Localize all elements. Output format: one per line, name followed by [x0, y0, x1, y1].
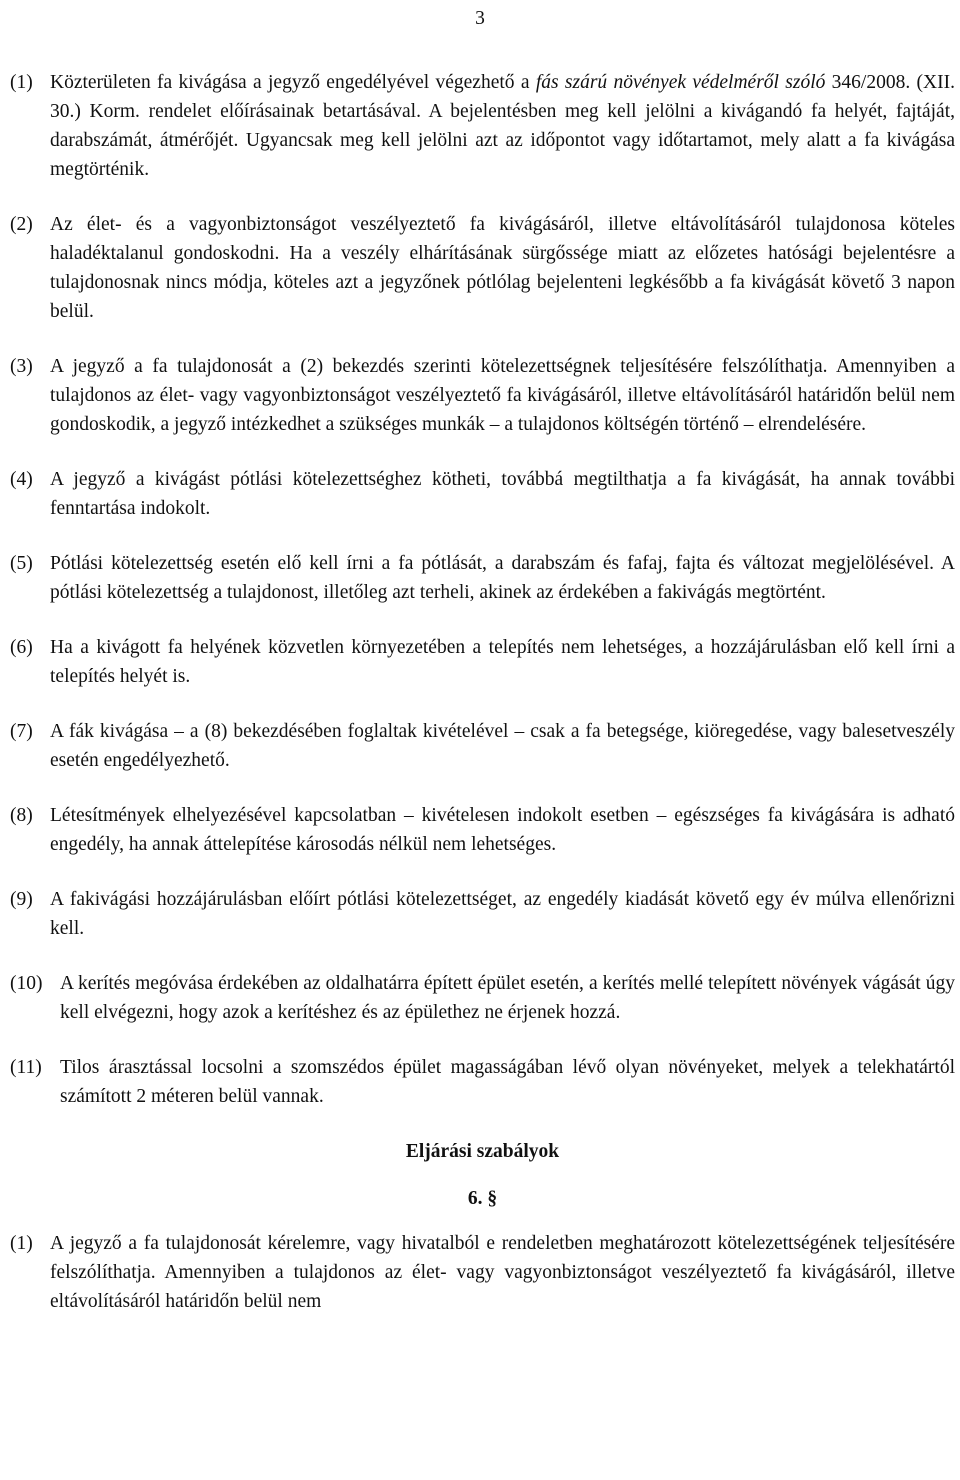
document-body — [10, 68, 955, 1342]
paragraph-text: A fakivágási hozzájárulásban előírt pótlási kötelezettséget, az engedély kiadását követő egy év múlva ellenőrizni kell. — [50, 889, 955, 939]
paragraph-text-rest: 346/2008. (XII. 30.) Korm. rendelet előírásainak betartásával. A bejelentésben meg kell jelölni a kivágandó fa helyét, fajtáját, darabszámát, átmérőjét. Ugyancsak meg kell jelölni azt az időpontot vagy időtartamot, mely alatt a fa kivágása megtörténik. — [50, 72, 955, 180]
paragraph-number: (1) — [10, 72, 33, 93]
paragraph-text: A fák kivágása – a (8) bekezdésében foglaltak kivételével – csak a fa betegsége, kiöregedése, vagy balesetveszély esetén engedélyezhető. — [50, 721, 955, 771]
paragraph-text: A jegyző a kivágást pótlási kötelezettséghez kötheti, továbbá megtilthatja a fa kivágását, ha annak további fenntartása indokolt. — [50, 469, 955, 519]
paragraph-number: (11) — [10, 1057, 42, 1078]
paragraph-number: (4) — [10, 469, 33, 490]
page-number: 3 — [475, 8, 485, 29]
paragraph-number: (10) — [10, 973, 43, 994]
paragraph-9 — [10, 885, 955, 943]
paragraph-text: Ha a kivágott fa helyének közvetlen környezetében a telepítés nem lehetséges, a hozzájárulásban elő kell írni a telepítés helyét is. — [50, 637, 955, 687]
law-title-italic: fás szárú növények védelméről szóló — [535, 72, 826, 93]
paragraph-5 — [10, 549, 955, 607]
paragraph-2 — [10, 210, 955, 326]
paragraph-number: (2) — [10, 214, 33, 235]
paragraph-text: A jegyző a fa tulajdonosát a (2) bekezdés szerinti kötelezettségnek teljesítésére felszólíthatja. Amennyiben a tulajdonos az élet- vagy vagyonbiztonságot veszélyeztető fa kivágásáról, illetve eltávolításáról határidőn belül nem gondoskodik, a jegyző intézkedhet a szükséges munkák – a tulajdonos költségén történő – elrendelésére. — [50, 356, 955, 435]
paragraph-text: A kerítés megóvása érdekében az oldalhatárra épített épület esetén, a kerítés mellé telepített növények vágását úgy kell elvégezni, hogy azok a kerítéshez és az épülethez ne érjenek hozzá. — [60, 973, 955, 1023]
paragraph-text: Az élet- és a vagyonbiztonságot veszélyeztető fa kivágásáról, illetve eltávolításáról tulajdonosa köteles haladéktalanul gondoskodni. Ha a veszély elhárításának sürgőssége miatt az előzetes hatósági bejelentésre a tulajdonosnak nincs módja, köteles azt a jegyzőnek pótlólag bejelenteni legkésőbb a fa kivágását követő 3 napon belül. — [50, 214, 955, 322]
paragraph-number: (3) — [10, 356, 33, 377]
paragraph-7 — [10, 717, 955, 775]
section-number: 6. § — [467, 1188, 498, 1209]
paragraph-10 — [10, 969, 955, 1027]
paragraph-text: Pótlási kötelezettség esetén elő kell írni a fa pótlását, a darabszám és fafaj, fajta és változat megjelölésével. A pótlási kötelezettség a tulajdonost, illetőleg azt terheli, akinek az érdekében a fakivágás megtörtént. — [50, 553, 955, 603]
section-6-paragraph-1 — [10, 1229, 955, 1316]
section-title: Eljárási szabályok — [405, 1141, 560, 1162]
paragraph-4 — [10, 465, 955, 523]
paragraph-text: Tilos árasztással locsolni a szomszédos épület magasságában lévő olyan növényeket, melyek a telekhatártól számított 2 méteren belül vannak. — [60, 1057, 955, 1107]
paragraph-6 — [10, 633, 955, 691]
paragraph-number: (5) — [10, 553, 33, 574]
paragraph-number: (8) — [10, 805, 33, 826]
paragraph-1 — [10, 68, 955, 184]
paragraph-number: (6) — [10, 637, 33, 658]
paragraph-number: (7) — [10, 721, 33, 742]
paragraph-11 — [10, 1053, 955, 1111]
paragraph-text: A jegyző a fa tulajdonosát kérelemre, vagy hivatalból e rendeletben meghatározott kötelezettségének teljesítésére felszólíthatja. Amennyiben a tulajdonos az élet- vagy vagyonbiztonságot veszélyeztető fa kivágásáról, illetve eltávolításáról határidőn belül nem — [50, 1233, 955, 1312]
paragraph-number: (1) — [10, 1233, 33, 1254]
paragraph-8 — [10, 801, 955, 859]
paragraph-number: (9) — [10, 889, 33, 910]
paragraph-text — [50, 68, 955, 184]
paragraph-text: Létesítmények elhelyezésével kapcsolatban – kivételesen indokolt esetben – egészséges fa kivágására is adható engedély, ha annak áttelepítése károsodás nélkül nem lehetséges. — [50, 805, 955, 855]
paragraph-3 — [10, 352, 955, 439]
paragraph-text-lead: Közterületen fa kivágása a jegyző engedélyével végezhető a — [50, 72, 536, 93]
